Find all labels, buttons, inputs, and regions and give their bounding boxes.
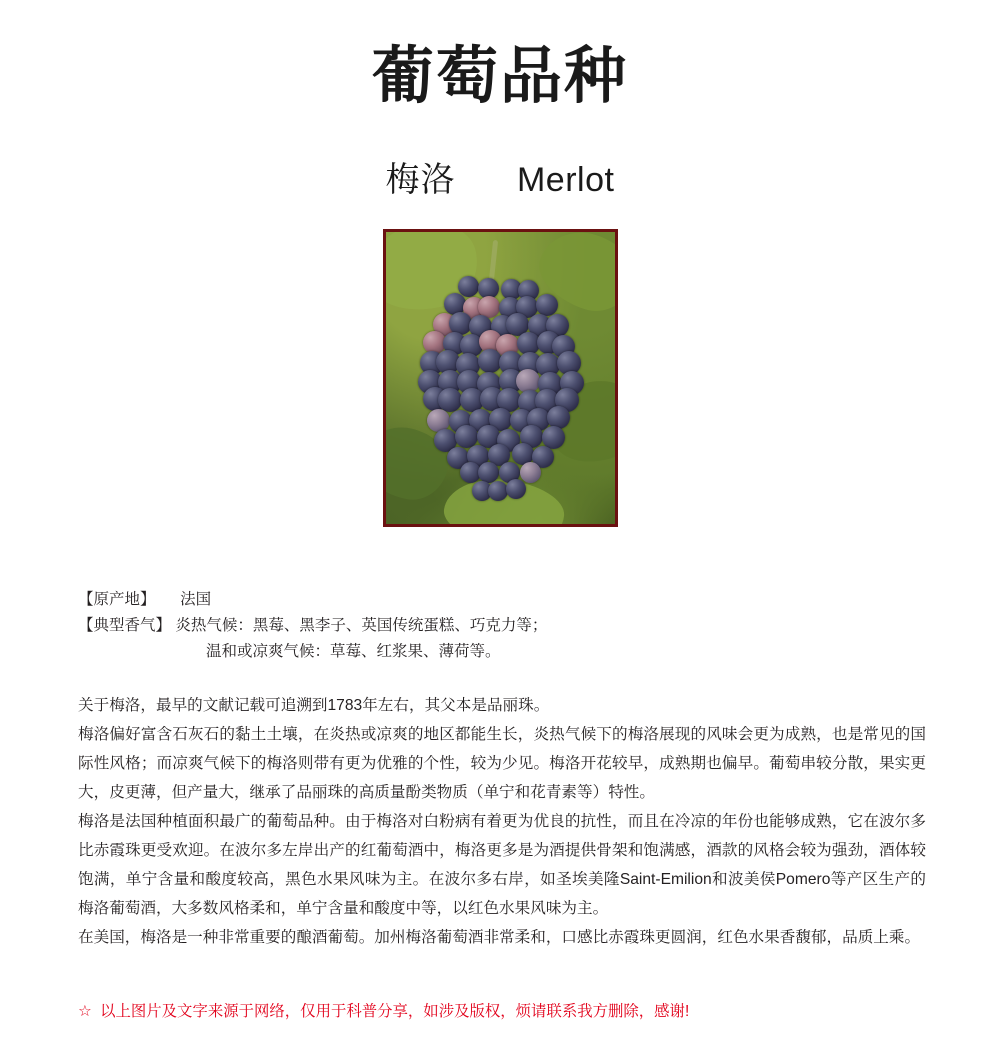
aroma-value-hot: 炎热气候：黑莓、黑李子、英国传统蛋糕、巧克力等；	[175, 617, 548, 634]
grape-berry	[516, 369, 540, 393]
origin-value: 法国	[180, 591, 212, 608]
disclaimer-note	[78, 1001, 689, 1023]
aroma-value-cool: 温和或凉爽气候：草莓、红浆果、薄荷等。	[206, 643, 501, 660]
paragraph-growing: 梅洛偏好富含石灰石的黏土土壤，在炎热或凉爽的地区都能生长，炎热气候下的梅洛展现的风味会更为成熟，也是常见的国际性风格；而凉爽气候下的梅洛则带有更为优雅的个性，较为少见。梅洛开花较早，成熟期也偏早。葡萄串较分散，果实更大，皮更薄，但产量大，继承了品丽珠的高质量酚类物质（单宁和花青素等）特性。	[78, 726, 926, 801]
grape-berry	[506, 479, 526, 499]
aroma-label: 【典型香气】	[78, 617, 172, 634]
star-icon: ☆	[78, 1003, 92, 1020]
paragraph-usa: 在美国，梅洛是一种非常重要的酿酒葡萄。加州梅洛葡萄酒非常柔和，口感比赤霞珠更圆润，红色水果香馥郁，品质上乘。	[78, 929, 921, 946]
grape-berry	[478, 462, 499, 483]
variety-heading	[0, 152, 1000, 201]
paragraph-history: 关于梅洛，最早的文献记载可追溯到1783年左右，其父本是品丽珠。	[78, 697, 550, 714]
variety-name-en: Merlot	[516, 161, 615, 199]
grape-photo	[386, 232, 615, 524]
disclaimer-text: 以上图片及文字来源于网络，仅用于科普分享，如涉及版权，烦请联系我方删除，感谢!	[100, 1003, 690, 1020]
grape-berry	[458, 276, 479, 297]
origin-label: 【原产地】	[78, 591, 156, 608]
origin-line	[78, 587, 1000, 613]
info-block	[78, 587, 1000, 665]
grape-cluster	[408, 278, 592, 510]
grape-berry	[520, 462, 541, 483]
aroma-line	[78, 613, 1000, 639]
body-text	[78, 691, 926, 952]
grape-photo-frame	[383, 229, 618, 527]
grape-berry	[536, 294, 558, 316]
variety-name-cn: 梅洛	[385, 161, 456, 199]
page-title: 葡萄品种	[371, 42, 628, 111]
aroma-line-second	[78, 639, 1000, 665]
paragraph-france: 梅洛是法国种植面积最广的葡萄品种。由于梅洛对白粉病有着更为优良的抗性，而且在冷凉的年份也能够成熟，它在波尔多比赤霞珠更受欢迎。在波尔多左岸出产的红葡萄酒中，梅洛更多是为酒提供骨架和饱满感，酒款的风格会较为强劲，酒体较饱满，单宁含量和酸度较高，黑色水果风味为主。在波尔多右岸，如圣埃美隆Saint-Emilion和波美侯Pomero等产区生产的梅洛葡萄酒，大多数风格柔和，单宁含量和酸度中等，以红色水果风味为主。	[78, 813, 926, 917]
